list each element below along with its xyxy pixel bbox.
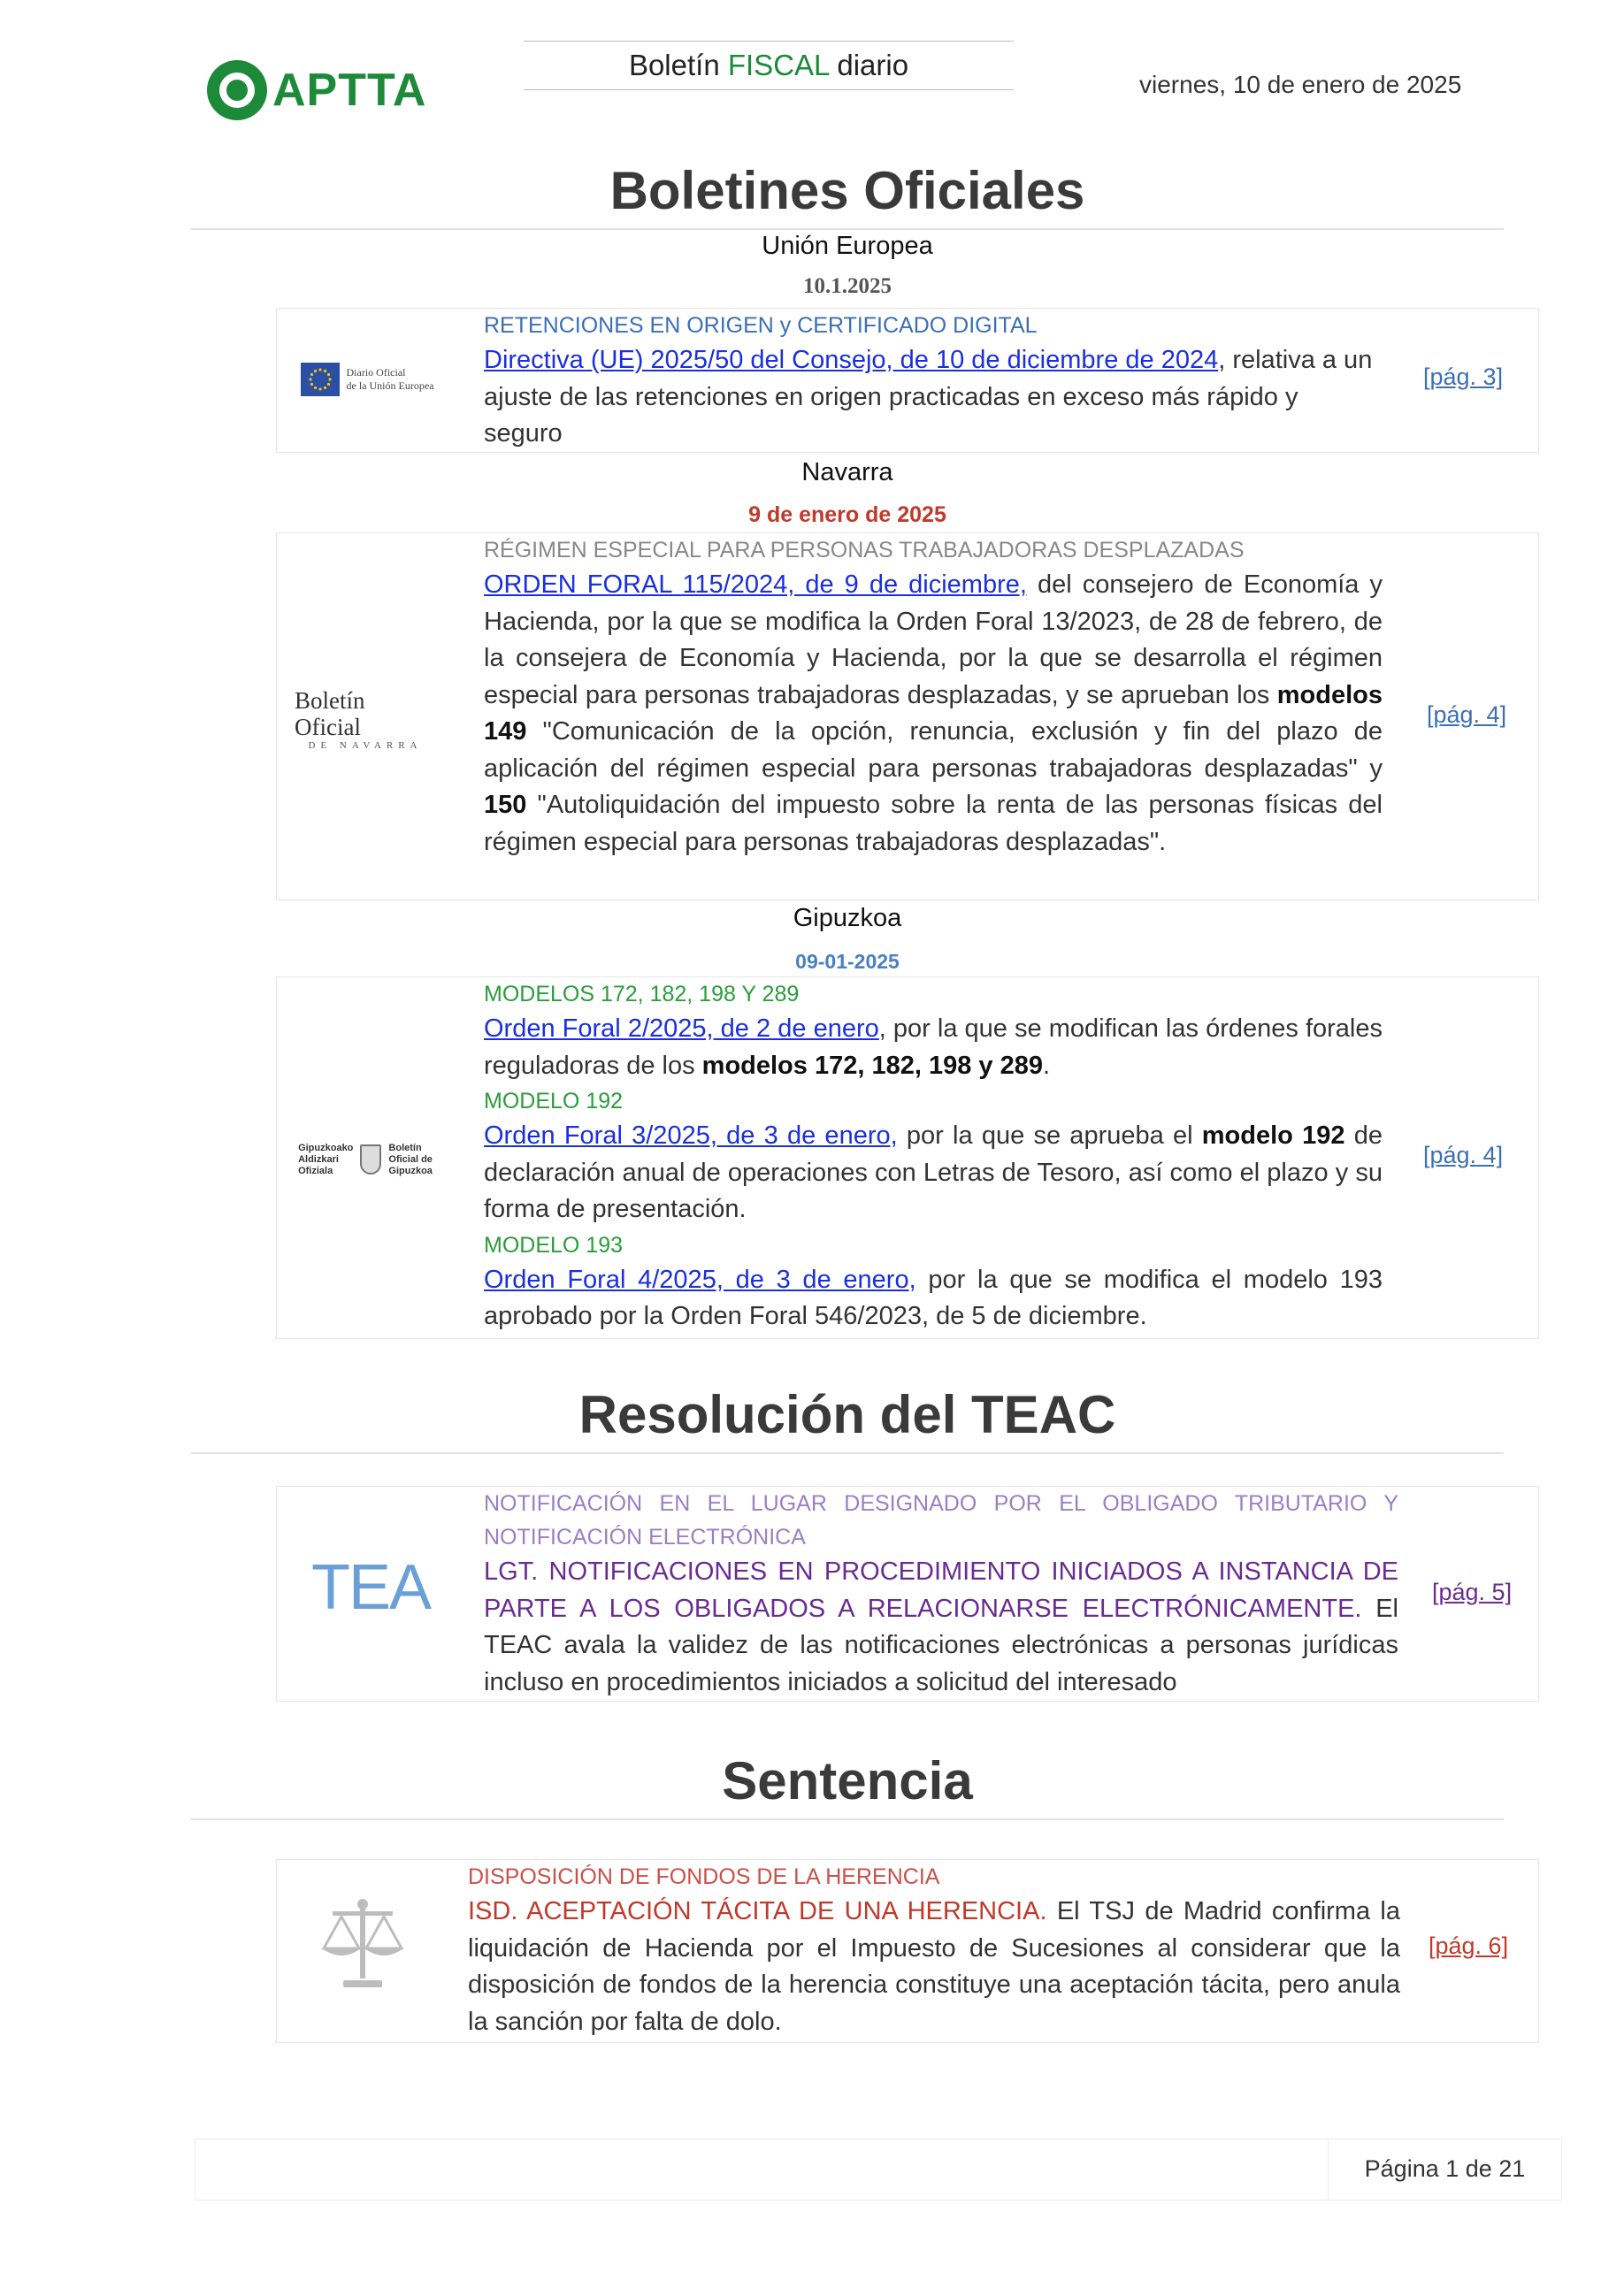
item-content-teac: NOTIFICACIÓN EN EL LUGAR DESIGNADO POR EL OBLIGADO TRIBUTARIO Y NOTIFICACIÓN ELECTRÓNICA LGT. NOTIFICACIONES EN PROCEDIMIENTO INICIADOS A INSTANCIA DE PARTE A LOS OBLIGADOS A RELACIONARSE ELECTRÓNICAMENTE. El TEAC avala la validez de las notificaciones electrónicas a personas jurídicas incluso en procedimientos iniciados a solicitud del interesado [484, 1487, 1398, 1701]
section-title-teac: Resolución del TEAC [191, 1380, 1504, 1454]
page-ref-navarra[interactable]: [pág. 4] [1427, 701, 1507, 728]
section-title-sentencia: Sentencia [191, 1746, 1504, 1820]
page-ref-gipuzkoa[interactable]: [pág. 4] [1423, 1142, 1504, 1168]
item-content-gipuzkoa: MODELOS 172, 182, 198 Y 289 Orden Foral 2/2025, de 2 de enero, por la que se modifican las órdenes forales reguladoras de los modelos 172, 182, 198 y 289. MODELO 192 Orden Foral 3/2025, de 3 de enero, por la que se aprueba el modelo 192 de declaración anual de operaciones con Letras de Tesoro, así como el plazo y su forma de presentación. MODELO 193 Orden Foral 4/2025, de 3 de enero, por la que se modifica el modelo 193 aprobado por la Orden Foral 546/2023, de 5 de diciembre. [484, 977, 1383, 1336]
bog-logo [293, 1133, 438, 1186]
item-box-teac [276, 1486, 1539, 1702]
item-content-sentencia: DISPOSICIÓN DE FONDOS DE LA HERENCIA ISD. ACEPTACIÓN TÁCITA DE UNA HERENCIA. El TSJ de Madrid confirma la liquidación de Hacienda por el Impuesto de Sucesiones al considerar que la disposición de fondos de la herencia constituye una aceptación tácita, pero anula la sanción por falta de dolo. [468, 1860, 1400, 2040]
item-box-gipuzkoa [276, 976, 1539, 1339]
category-modelo-192: MODELO 192 [484, 1089, 624, 1114]
eu-flag-icon [301, 363, 340, 396]
aptta-logo-icon [207, 60, 267, 120]
link-directiva-2025-50[interactable]: Directiva (UE) 2025/50 del Consejo, de 10 de diciembre de 2024 [484, 346, 1219, 374]
aptta-logo [207, 60, 426, 120]
bog-logo-right-3: Gipuzkoa [388, 1165, 433, 1176]
bon-logo-line1: Boletín Oficial [295, 687, 365, 740]
page-number: Página 1 de 21 [1328, 2139, 1561, 2200]
link-orden-foral-4-2025[interactable]: Orden Foral 4/2025, de 3 de enero, [484, 1265, 916, 1294]
section-title-boletines: Boletines Oficiales [191, 156, 1504, 230]
fiscal-word: FISCAL [727, 49, 830, 81]
gipuzkoa-shield-icon [360, 1144, 381, 1175]
item-content-navarra: RÉGIMEN ESPECIAL PARA PERSONAS TRABAJADORAS DESPLAZADAS ORDEN FORAL 115/2024, de 9 de diciembre, del consejero de Economía y Hacienda, por la que se modifica la Orden Foral 13/2023, de 28 de febrero, de la consejera de Economía y Hacienda, por la que se desarrolla el régimen especial para personas trabajadoras desplazadas, y se aprueban los modelos 149 "Comunicación de la opción, renuncia, exclusión y fin del plazo de aplicación del régimen especial para personas trabajadoras desplazadas" y 150 "Autoliquidación del impuesto sobre la renta de las personas físicas del régimen especial para personas trabajadoras desplazadas". [484, 533, 1383, 861]
bog-logo-right-2: Oficial de [388, 1153, 433, 1165]
scales-icon [314, 1887, 411, 2001]
bog-logo-right-1: Boletín [388, 1142, 422, 1153]
category-modelos-172: MODELOS 172, 182, 198 Y 289 [484, 982, 800, 1006]
category-ue: RETENCIONES EN ORIGEN y CERTIFICADO DIGITAL [484, 313, 1038, 338]
item-content-ue: RETENCIONES EN ORIGEN y CERTIFICADO DIGITAL Directiva (UE) 2025/50 del Consejo, de 10 de diciembre de 2024, relativa a un ajuste de las retenciones en origen practicadas en exceso más rápido y seguro [484, 309, 1383, 453]
item-box-navarra [276, 532, 1539, 900]
bog-logo-left-2: Aldizkari [298, 1153, 339, 1165]
link-orden-foral-2-2025[interactable]: Orden Foral 2/2025, de 2 de enero [484, 1014, 879, 1043]
headline-sentencia: ISD. ACEPTACIÓN TÁCITA DE UNA HERENCIA. [468, 1897, 1047, 1925]
logo-text: APTTA [272, 65, 427, 116]
region-title-ue: Unión Europea [762, 232, 933, 260]
category-teac: NOTIFICACIÓN EN EL LUGAR DESIGNADO POR EL OBLIGADO TRIBUTARIO Y NOTIFICACIÓN ELECTRÓNICA [484, 1491, 1398, 1550]
bulletin-title: Boletín FISCAL diario [524, 41, 1014, 90]
link-orden-foral-115-2024[interactable]: ORDEN FORAL 115/2024, de 9 de diciembre, [484, 570, 1027, 599]
doue-logo-line1: Diario Oficial [346, 366, 406, 379]
headline-teac: LGT. NOTIFICACIONES EN PROCEDIMIENTO INICIADOS A INSTANCIA DE PARTE A LOS OBLIGADOS A RELACIONARSE ELECTRÓNICAMENTE. [484, 1557, 1398, 1623]
category-modelo-193: MODELO 193 [484, 1232, 624, 1258]
header-date: viernes, 10 de enero de 2025 [1139, 71, 1462, 98]
page-ref-sentencia[interactable]: [pág. 6] [1429, 1932, 1509, 1959]
item-box-sentencia [276, 1859, 1539, 2043]
page-ref-ue[interactable]: [pág. 3] [1423, 364, 1504, 390]
category-sentencia: DISPOSICIÓN DE FONDOS DE LA HERENCIA [468, 1864, 940, 1889]
region-title-gipuzkoa: Gipuzkoa [793, 904, 902, 932]
date-ue: 10.1.2025 [803, 274, 892, 298]
link-orden-foral-3-2025[interactable]: Orden Foral 3/2025, de 3 de enero, [484, 1121, 898, 1150]
category-navarra: RÉGIMEN ESPECIAL PARA PERSONAS TRABAJADORAS DESPLAZADAS [484, 538, 1245, 563]
bog-logo-left-1: Gipuzkoako [298, 1142, 354, 1153]
page-ref-teac[interactable]: [pág. 5] [1432, 1579, 1513, 1605]
doue-logo [298, 355, 436, 404]
region-title-navarra: Navarra [801, 458, 893, 486]
bon-logo-line2: DE NAVARRA [308, 740, 423, 751]
bog-logo-left-3: Ofiziala [298, 1165, 333, 1176]
date-navarra: 9 de enero de 2025 [748, 502, 946, 527]
item-box-ue [276, 308, 1539, 453]
bon-logo [295, 687, 436, 751]
date-gipuzkoa: 09-01-2025 [795, 950, 900, 973]
teac-logo [310, 1550, 431, 1625]
page-footer [195, 2139, 1562, 2200]
doue-logo-line2: de la Unión Europea [346, 379, 434, 392]
teac-logo-text: TEA [310, 1552, 431, 1623]
